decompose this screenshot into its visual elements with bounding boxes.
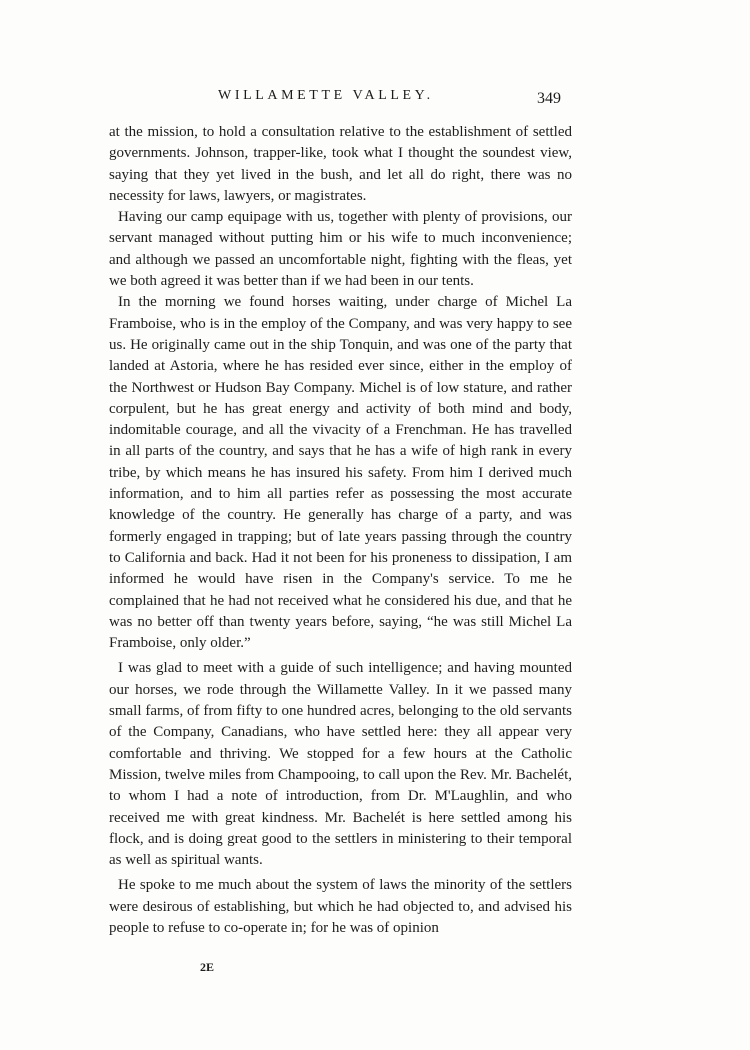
paragraph-system-of-laws: He spoke to me much about the system of laws the minority of the settlers were desirous of establishing, but which he had objected to, and advised his people to refuse to co-operate in; for he was of opinion (109, 877, 572, 936)
signature-mark: 2E (200, 960, 215, 974)
running-title: WILLAMETTE VALLEY. (218, 88, 434, 103)
paragraph-willamette-valley: I was glad to meet with a guide of such intelligence; and having mounted our horses, we rode through the Willamette Valley. In it we passed many small farms, of from fifty to one hundred acres, belonging to the old servants of the Company, Canadians, who have settled here: they all appear very comfortable and thriving. We stopped for a few hours at the Catholic Mission, twelve miles from Champooing, to call upon the Rev. Mr. Bachelét, to whom I had a note of introduction, from Dr. M'Laughlin, and who received me with great kindness. Mr. Bachelét is here settled among his flock, and is doing great good to the settlers in ministering to their temporal as well as spiritual wants. (109, 660, 572, 869)
paragraph-camp-equipage: Having our camp equipage with us, together with plenty of provisions, our servant managed without putting him or his wife to much inconvenience; and although we passed an uncomfortable night, fighting with the fleas, yet we both agreed it was better than if we had been in our tents. (109, 209, 572, 290)
paragraph-continuation: at the mission, to hold a consultation relative to the establishment of settled governments. Johnson, trapper-like, took what I thought the soundest view, saying that they yet lived in the bush, and let all do right, there was no necessity for laws, lawyers, or magistrates. (109, 124, 572, 204)
paragraph-michel-la-framboise: In the morning we found horses waiting, under charge of Michel La Framboise, who is in the employ of the Company, and was very happy to see us. He originally came out in the ship Tonquin, and was one of the party that landed at Astoria, where he has resided ever since, either in the employ of the Northwest or Hudson Bay Company. Michel is of low stature, and rather corpulent, but he has great energy and activity of both mind and body, indomitable courage, and all the vivacity of a Frenchman. He has travelled in all parts of the country, and says that he has a wife of high rank in every tribe, by which means he has insured his safety. From him I derived much information, and to him all parties refer as possessing the most accurate knowledge of the country. He generally has charge of a party, and was formerly engaged in trapping; but of late years passing through the country to California and back. Had it not been for his proneness to dissipation, I am informed he would have risen in the Company's service. To me he complained that he had not received what he considered his due, and that he was no better off than twenty years before, saying, “he was still Michel La Framboise, only older.” (109, 294, 572, 652)
page-number: 349 (537, 90, 561, 107)
body-text (109, 122, 572, 939)
